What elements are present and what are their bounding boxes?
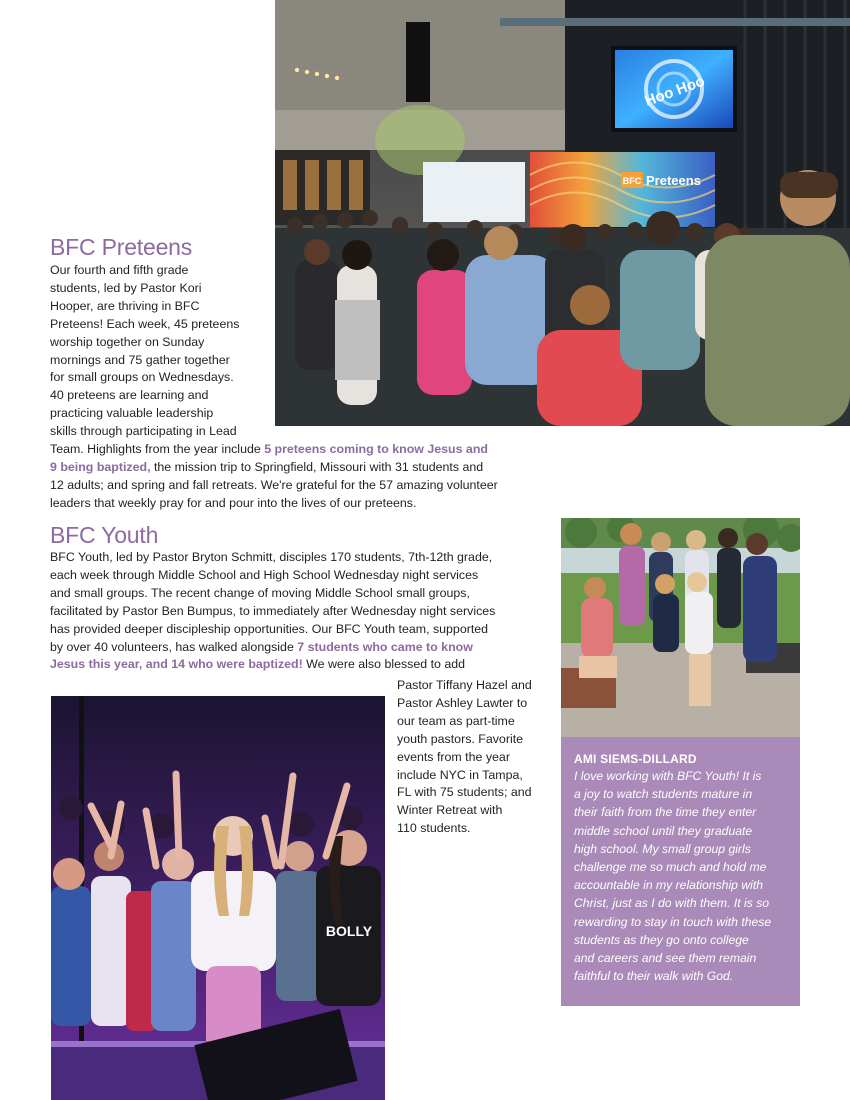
text-line: worship together on Sunday: [50, 334, 205, 349]
text-line: 40 preteens are learning and: [50, 388, 209, 403]
text-line: include NYC in Tampa,: [397, 767, 523, 782]
text-line: each week through Middle School and High School Wednesday night services: [50, 567, 479, 582]
text-run: Team. Highlights from the year include: [50, 442, 265, 456]
text-line: FL with 75 students; and: [397, 785, 532, 800]
screen-text: Hoo Hoo: [642, 72, 708, 111]
preteens-worship-photo: [275, 0, 850, 426]
text-line: [50, 639, 550, 657]
text-run: by over 40 volunteers, has walked alongside: [50, 639, 298, 654]
text-line: skills through participating in Lead: [50, 424, 237, 439]
testimonial-author: AMI SIEMS-DILLARD: [574, 752, 697, 766]
highlight-youth-baptized: Jesus this year, and 14 who were baptized!: [50, 657, 303, 672]
text-line: rewarding to stay in touch with these: [574, 914, 772, 929]
text-line: [50, 656, 550, 674]
text-line: high school. My small group girls: [574, 841, 751, 856]
highlight-youth-salvation: 7 students who came to know: [297, 639, 473, 654]
text-line: middle school until they graduate: [574, 823, 753, 838]
text-line: events from the year: [397, 749, 510, 764]
youth-paragraph-narrow: [397, 677, 552, 838]
text-line: practicing valuable leadership: [50, 406, 214, 421]
text-line: Winter Retreat with: [397, 803, 503, 818]
highlight-preteens-baptized: 9 being baptized,: [50, 459, 151, 474]
text-line: faithful to their walk with God.: [574, 969, 734, 984]
text-line: has provided deeper discipleship opportunities. Our BFC Youth team, supported: [50, 621, 489, 636]
youth-worship-photo: [51, 696, 385, 1100]
highlight-preteens-salvation: 5 preteens coming to know Jesus and: [264, 442, 488, 456]
text-line: for small groups on Wednesdays.: [50, 370, 234, 385]
text-line: 12 adults; and spring and fall retreats. We're grateful for the 57 amazing volunteer: [50, 477, 498, 492]
text-line: and careers and see them remain: [574, 951, 757, 966]
text-line: challenge me so much and hold me: [574, 860, 767, 875]
preteens-paragraph: [50, 262, 272, 441]
text-line: BFC Youth, led by Pastor Bryton Schmitt, disciples 170 students, 7th-12th grade,: [50, 550, 493, 564]
text-line: accountable in my relationship with: [574, 878, 764, 893]
text-line: facilitated by Pastor Ben Bumpus, to immediately after Wednesday night services: [50, 603, 496, 618]
text-line: youth pastors. Favorite: [397, 731, 524, 746]
text-line: Our fourth and fifth grade: [50, 263, 189, 277]
text-line: Christ, just as I do with them. It is so: [574, 896, 770, 911]
preteens-heading: BFC Preteens: [50, 234, 193, 260]
text-line: Preteens! Each week, 45 preteens: [50, 316, 240, 331]
text-line: students, led by Pastor Kori: [50, 280, 202, 295]
youth-heading: BFC Youth: [50, 522, 159, 548]
stage-sign-logo: BFC: [622, 176, 642, 186]
preteens-paragraph-continued: [50, 441, 550, 513]
text-line: their faith from the time they enter: [574, 805, 757, 820]
text-line: leaders that weekly pray for and pour into the lives of our preteens.: [50, 495, 417, 510]
text-line: [50, 459, 550, 477]
text-line: [50, 441, 550, 459]
text-line: our team as part-time: [397, 713, 515, 728]
testimonial-box: [561, 737, 800, 1006]
text-line: Pastor Ashley Lawter to: [397, 695, 528, 710]
text-line: a joy to watch students mature in: [574, 787, 753, 802]
text-run: the mission trip to Springfield, Missouri with 31 students and: [150, 459, 484, 474]
text-line: and small groups. The recent change of moving Middle School small groups,: [50, 585, 470, 600]
text-line: I love working with BFC Youth! It is: [574, 769, 762, 783]
text-line: mornings and 75 gather together: [50, 352, 230, 367]
text-line: Pastor Tiffany Hazel and: [397, 678, 532, 692]
youth-paragraph: [50, 549, 550, 674]
youth-girls-group-photo: [561, 518, 800, 737]
text-line: 110 students.: [397, 821, 471, 836]
stage-sign-text: Preteens: [646, 173, 701, 188]
text-line: Hooper, are thriving in BFC: [50, 298, 200, 313]
testimonial-text: [574, 767, 788, 985]
text-line: students as they go onto college: [574, 932, 749, 947]
shirt-text: BOLLY: [325, 923, 373, 939]
text-run: We were also blessed to add: [302, 657, 466, 672]
